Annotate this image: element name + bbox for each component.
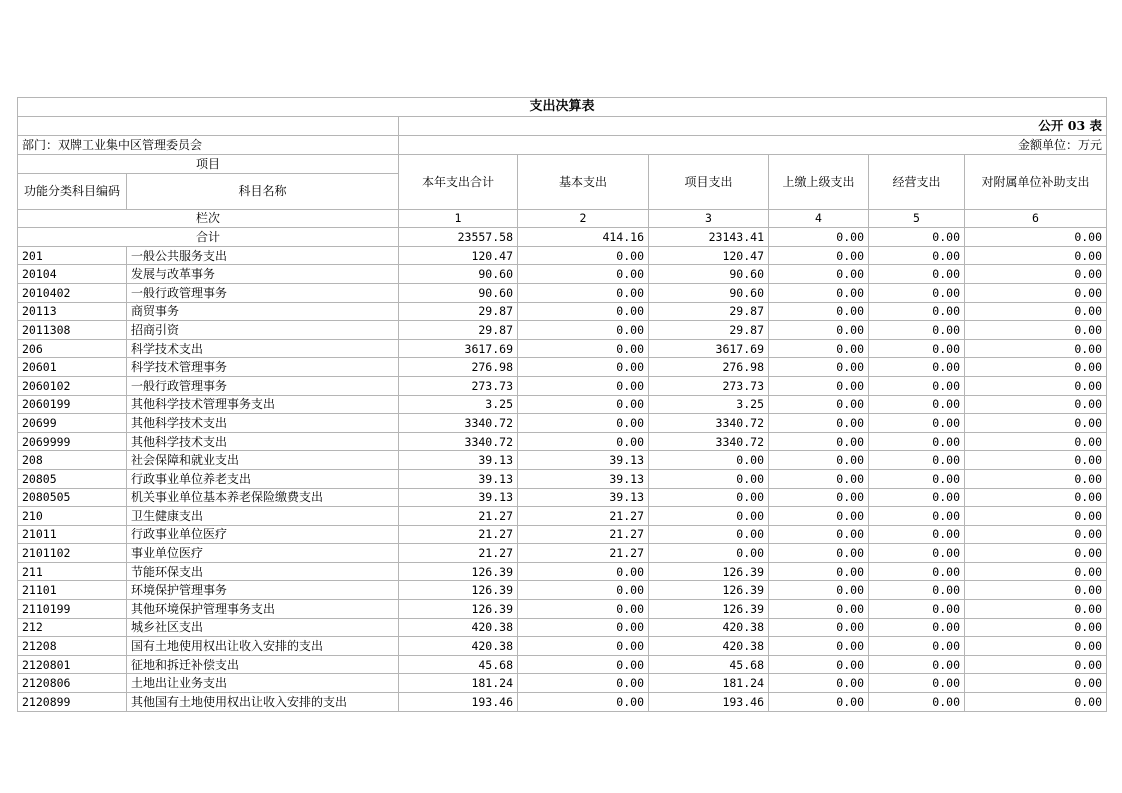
row-value: 420.38: [399, 637, 518, 656]
row-value: 0.00: [869, 488, 965, 507]
row-value: 39.13: [518, 469, 649, 488]
row-value: 0.00: [869, 469, 965, 488]
row-value: 21.27: [399, 544, 518, 563]
row-value: 0.00: [965, 432, 1107, 451]
table-row: [18, 283, 1107, 302]
row-value: 0.00: [769, 674, 869, 693]
row-value: 0.00: [965, 265, 1107, 284]
row-code: 2069999: [18, 432, 127, 451]
table-row: [18, 246, 1107, 265]
row-value: 0.00: [769, 376, 869, 395]
row-value: 120.47: [399, 246, 518, 265]
row-value: 0.00: [769, 265, 869, 284]
row-value: 0.00: [869, 637, 965, 656]
row-value: 126.39: [399, 562, 518, 581]
row-value: 0.00: [965, 302, 1107, 321]
row-value: 0.00: [869, 525, 965, 544]
total-value: 0.00: [965, 228, 1107, 247]
row-value: 0.00: [769, 507, 869, 526]
expenditure-final-accounts-table: [17, 97, 1107, 712]
table-row: [18, 469, 1107, 488]
row-value: 39.13: [399, 488, 518, 507]
row-value: 0.00: [518, 637, 649, 656]
row-value: 420.38: [649, 637, 769, 656]
row-code: 20699: [18, 414, 127, 433]
row-code: 210: [18, 507, 127, 526]
row-value: 29.87: [649, 321, 769, 340]
row-value: 0.00: [965, 376, 1107, 395]
row-value: 0.00: [769, 655, 869, 674]
row-value: 0.00: [965, 414, 1107, 433]
row-name: 社会保障和就业支出: [127, 451, 399, 470]
row-name: 一般行政管理事务: [127, 283, 399, 302]
row-value: 0.00: [769, 544, 869, 563]
total-value: 23557.58: [399, 228, 518, 247]
row-value: 0.00: [869, 302, 965, 321]
row-name: 城乡社区支出: [127, 618, 399, 637]
table-number: 公开 03 表: [399, 117, 1107, 136]
table-row: [18, 600, 1107, 619]
row-name: 环境保护管理事务: [127, 581, 399, 600]
row-code: 201: [18, 246, 127, 265]
row-value: 0.00: [869, 693, 965, 712]
row-value: 90.60: [649, 265, 769, 284]
row-value: 0.00: [965, 283, 1107, 302]
row-value: 0.00: [869, 581, 965, 600]
row-value: 90.60: [399, 283, 518, 302]
row-value: 0.00: [965, 600, 1107, 619]
row-value: 3340.72: [399, 432, 518, 451]
header-project: 项目: [18, 155, 399, 174]
row-value: 0.00: [965, 488, 1107, 507]
row-value: 0.00: [965, 395, 1107, 414]
table-row: [18, 358, 1107, 377]
row-value: 3340.72: [649, 414, 769, 433]
row-value: 0.00: [769, 358, 869, 377]
row-value: 3.25: [399, 395, 518, 414]
row-code: 208: [18, 451, 127, 470]
table-row: [18, 339, 1107, 358]
row-value: 0.00: [869, 618, 965, 637]
row-value: 0.00: [649, 507, 769, 526]
header-col4: 上缴上级支出: [769, 155, 869, 210]
row-name: 科学技术管理事务: [127, 358, 399, 377]
row-code: 211: [18, 562, 127, 581]
row-code: 2010402: [18, 283, 127, 302]
table-row: [18, 507, 1107, 526]
row-value: 0.00: [965, 562, 1107, 581]
row-code: 2011308: [18, 321, 127, 340]
row-value: 0.00: [769, 339, 869, 358]
row-value: 0.00: [965, 321, 1107, 340]
row-name: 一般公共服务支出: [127, 246, 399, 265]
row-name: 节能环保支出: [127, 562, 399, 581]
table-row: [18, 618, 1107, 637]
row-value: 39.13: [399, 469, 518, 488]
row-value: 0.00: [869, 507, 965, 526]
table-row: [18, 525, 1107, 544]
row-value: 0.00: [769, 637, 869, 656]
row-value: 0.00: [869, 414, 965, 433]
table-row: [18, 414, 1107, 433]
row-value: 126.39: [399, 581, 518, 600]
row-value: 0.00: [869, 600, 965, 619]
row-value: 0.00: [769, 302, 869, 321]
row-value: 0.00: [965, 655, 1107, 674]
row-value: 0.00: [769, 600, 869, 619]
row-value: 0.00: [869, 376, 965, 395]
column-number: 2: [518, 209, 649, 228]
row-code: 2080505: [18, 488, 127, 507]
row-code: 2120899: [18, 693, 127, 712]
total-value: 0.00: [769, 228, 869, 247]
row-name: 行政事业单位医疗: [127, 525, 399, 544]
row-value: 45.68: [399, 655, 518, 674]
row-value: 0.00: [518, 339, 649, 358]
row-value: 0.00: [518, 581, 649, 600]
row-value: 3340.72: [399, 414, 518, 433]
department-label: 部门：双牌工业集中区管理委员会: [18, 136, 399, 155]
row-value: 0.00: [965, 618, 1107, 637]
row-value: 0.00: [518, 265, 649, 284]
row-value: 0.00: [518, 321, 649, 340]
table-row: [18, 432, 1107, 451]
table-row: [18, 302, 1107, 321]
row-value: 0.00: [869, 339, 965, 358]
row-value: 0.00: [769, 451, 869, 470]
header-name: 科目名称: [127, 173, 399, 209]
row-value: 273.73: [399, 376, 518, 395]
table-title: 支出决算表: [18, 98, 1107, 117]
row-code: 21011: [18, 525, 127, 544]
table-row: [18, 562, 1107, 581]
row-value: 3.25: [649, 395, 769, 414]
row-value: 0.00: [965, 358, 1107, 377]
table-row: [18, 674, 1107, 693]
row-value: 0.00: [965, 525, 1107, 544]
row-code: 20113: [18, 302, 127, 321]
row-value: 0.00: [769, 395, 869, 414]
row-value: 0.00: [769, 283, 869, 302]
header-col1: 本年支出合计: [399, 155, 518, 210]
row-value: 0.00: [869, 451, 965, 470]
row-name: 发展与改革事务: [127, 265, 399, 284]
row-name: 机关事业单位基本养老保险缴费支出: [127, 488, 399, 507]
row-value: 181.24: [399, 674, 518, 693]
row-value: 0.00: [518, 246, 649, 265]
row-value: 420.38: [649, 618, 769, 637]
row-value: 0.00: [649, 488, 769, 507]
row-value: 0.00: [649, 544, 769, 563]
row-code: 2060199: [18, 395, 127, 414]
row-value: 126.39: [649, 562, 769, 581]
row-value: 0.00: [869, 395, 965, 414]
row-code: 2101102: [18, 544, 127, 563]
table-row: [18, 451, 1107, 470]
header-col6: 对附属单位补助支出: [965, 155, 1107, 210]
row-code: 2120801: [18, 655, 127, 674]
row-value: 0.00: [965, 674, 1107, 693]
column-number: 3: [649, 209, 769, 228]
lanci-label: 栏次: [18, 209, 399, 228]
row-value: 0.00: [869, 283, 965, 302]
column-number: 1: [399, 209, 518, 228]
row-code: 2120806: [18, 674, 127, 693]
row-name: 国有土地使用权出让收入安排的支出: [127, 637, 399, 656]
row-value: 0.00: [518, 674, 649, 693]
row-code: 21208: [18, 637, 127, 656]
row-value: 0.00: [965, 544, 1107, 563]
row-value: 126.39: [649, 600, 769, 619]
row-value: 276.98: [399, 358, 518, 377]
total-value: 23143.41: [649, 228, 769, 247]
row-value: 0.00: [769, 618, 869, 637]
row-value: 0.00: [518, 395, 649, 414]
row-value: 273.73: [649, 376, 769, 395]
row-value: 90.60: [649, 283, 769, 302]
row-value: 21.27: [399, 525, 518, 544]
unit-label: 金额单位：万元: [399, 136, 1107, 155]
row-value: 420.38: [399, 618, 518, 637]
row-name: 商贸事务: [127, 302, 399, 321]
row-name: 其他科学技术管理事务支出: [127, 395, 399, 414]
row-value: 0.00: [769, 581, 869, 600]
row-value: 29.87: [399, 321, 518, 340]
row-name: 行政事业单位养老支出: [127, 469, 399, 488]
row-value: 0.00: [649, 469, 769, 488]
row-value: 0.00: [869, 674, 965, 693]
row-code: 2060102: [18, 376, 127, 395]
row-value: 0.00: [518, 600, 649, 619]
row-value: 120.47: [649, 246, 769, 265]
row-value: 21.27: [518, 525, 649, 544]
header-col2: 基本支出: [518, 155, 649, 210]
row-value: 21.27: [518, 507, 649, 526]
table-row: [18, 637, 1107, 656]
row-value: 0.00: [518, 414, 649, 433]
row-value: 0.00: [649, 525, 769, 544]
table-row: [18, 376, 1107, 395]
row-value: 193.46: [399, 693, 518, 712]
row-value: 0.00: [769, 414, 869, 433]
total-value: 414.16: [518, 228, 649, 247]
row-name: 一般行政管理事务: [127, 376, 399, 395]
row-value: 193.46: [649, 693, 769, 712]
row-name: 其他科学技术支出: [127, 414, 399, 433]
row-name: 其他国有土地使用权出让收入安排的支出: [127, 693, 399, 712]
row-value: 39.13: [399, 451, 518, 470]
table-row: [18, 265, 1107, 284]
row-name: 征地和拆迁补偿支出: [127, 655, 399, 674]
blank-cell: [18, 117, 399, 136]
row-code: 20601: [18, 358, 127, 377]
row-code: 212: [18, 618, 127, 637]
table-row: [18, 581, 1107, 600]
row-name: 土地出让业务支出: [127, 674, 399, 693]
total-value: 0.00: [869, 228, 965, 247]
table-row: [18, 321, 1107, 340]
row-value: 0.00: [769, 488, 869, 507]
row-value: 126.39: [649, 581, 769, 600]
row-value: 0.00: [769, 525, 869, 544]
row-value: 0.00: [769, 562, 869, 581]
row-value: 0.00: [769, 469, 869, 488]
row-code: 20104: [18, 265, 127, 284]
row-value: 0.00: [869, 246, 965, 265]
row-value: 3340.72: [649, 432, 769, 451]
row-name: 其他科学技术支出: [127, 432, 399, 451]
row-value: 0.00: [965, 451, 1107, 470]
row-value: 0.00: [869, 655, 965, 674]
row-value: 0.00: [769, 321, 869, 340]
row-value: 0.00: [965, 581, 1107, 600]
row-value: 0.00: [965, 469, 1107, 488]
row-value: 0.00: [869, 358, 965, 377]
row-value: 0.00: [769, 693, 869, 712]
row-code: 206: [18, 339, 127, 358]
total-label: 合计: [18, 228, 399, 247]
row-name: 科学技术支出: [127, 339, 399, 358]
row-value: 21.27: [518, 544, 649, 563]
row-value: 0.00: [869, 321, 965, 340]
row-name: 卫生健康支出: [127, 507, 399, 526]
row-code: 21101: [18, 581, 127, 600]
row-value: 0.00: [518, 302, 649, 321]
row-value: 0.00: [649, 451, 769, 470]
row-value: 276.98: [649, 358, 769, 377]
row-value: 0.00: [518, 358, 649, 377]
header-col5: 经营支出: [869, 155, 965, 210]
row-value: 0.00: [869, 562, 965, 581]
table-row: [18, 488, 1107, 507]
row-value: 0.00: [965, 246, 1107, 265]
row-value: 0.00: [869, 544, 965, 563]
column-number: 5: [869, 209, 965, 228]
row-value: 0.00: [518, 655, 649, 674]
row-value: 39.13: [518, 451, 649, 470]
row-value: 45.68: [649, 655, 769, 674]
row-value: 0.00: [869, 432, 965, 451]
column-number: 6: [965, 209, 1107, 228]
row-value: 0.00: [518, 376, 649, 395]
row-name: 事业单位医疗: [127, 544, 399, 563]
row-value: 0.00: [518, 562, 649, 581]
row-code: 2110199: [18, 600, 127, 619]
row-value: 0.00: [965, 339, 1107, 358]
row-value: 181.24: [649, 674, 769, 693]
row-value: 39.13: [518, 488, 649, 507]
table-row: [18, 544, 1107, 563]
row-value: 0.00: [869, 265, 965, 284]
table-row: [18, 395, 1107, 414]
row-value: 29.87: [399, 302, 518, 321]
row-value: 0.00: [965, 693, 1107, 712]
row-value: 90.60: [399, 265, 518, 284]
row-code: 20805: [18, 469, 127, 488]
row-value: 0.00: [769, 432, 869, 451]
row-value: 0.00: [965, 507, 1107, 526]
column-number: 4: [769, 209, 869, 228]
row-value: 21.27: [399, 507, 518, 526]
row-value: 0.00: [518, 283, 649, 302]
row-value: 126.39: [399, 600, 518, 619]
row-value: 29.87: [649, 302, 769, 321]
row-name: 其他环境保护管理事务支出: [127, 600, 399, 619]
row-value: 0.00: [518, 693, 649, 712]
header-code: 功能分类科目编码: [18, 173, 127, 209]
table-row: [18, 693, 1107, 712]
header-col3: 项目支出: [649, 155, 769, 210]
table-row: [18, 655, 1107, 674]
row-name: 招商引资: [127, 321, 399, 340]
row-value: 0.00: [518, 618, 649, 637]
row-value: 0.00: [518, 432, 649, 451]
row-value: 0.00: [769, 246, 869, 265]
row-value: 0.00: [965, 637, 1107, 656]
row-value: 3617.69: [399, 339, 518, 358]
row-value: 3617.69: [649, 339, 769, 358]
